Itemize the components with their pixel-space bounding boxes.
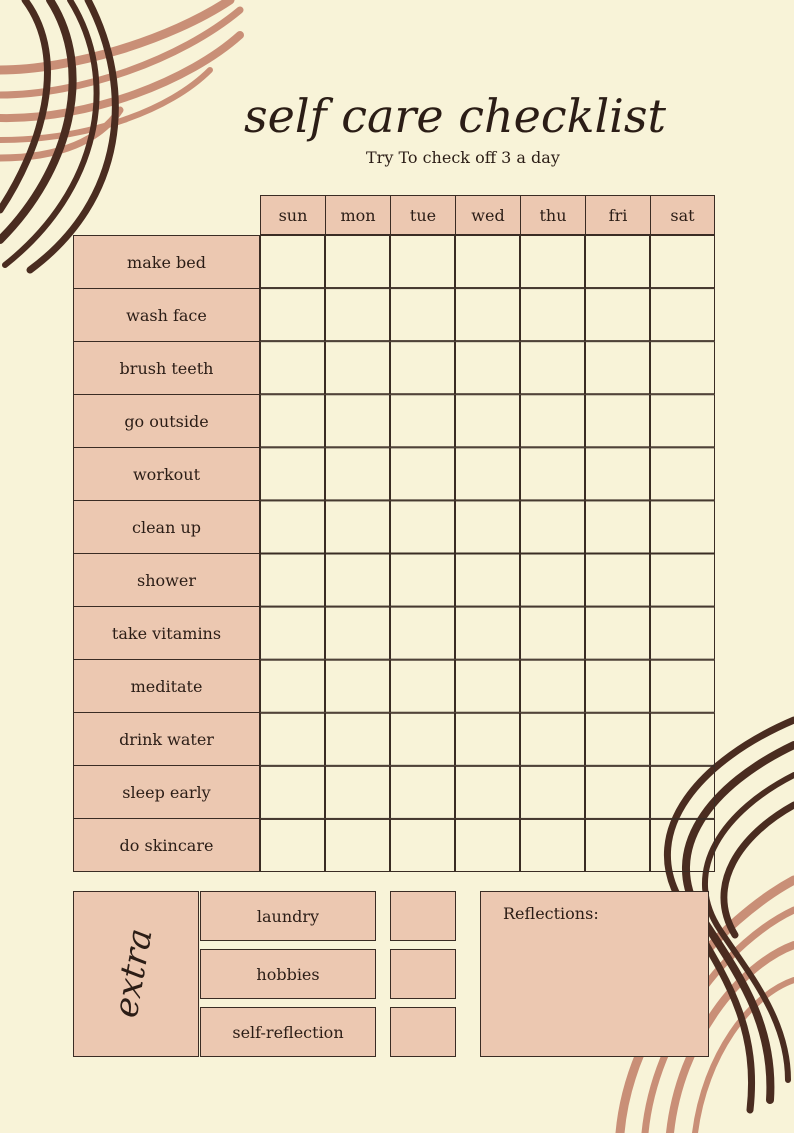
day-header-sun: sun bbox=[260, 195, 326, 235]
checkbox-cell-thu-10[interactable] bbox=[521, 713, 585, 765]
checkbox-cell-wed-2[interactable] bbox=[456, 289, 520, 341]
checkbox-cell-thu-12[interactable] bbox=[521, 819, 585, 871]
checkbox-cell-thu-5[interactable] bbox=[521, 448, 585, 500]
checkbox-cell-sat-11[interactable] bbox=[651, 766, 715, 818]
checkbox-cell-sat-6[interactable] bbox=[651, 501, 715, 553]
day-header-thu: thu bbox=[520, 195, 586, 235]
task-workout: workout bbox=[73, 447, 260, 501]
checkbox-cell-thu-6[interactable] bbox=[521, 501, 585, 553]
checkbox-cell-mon-2[interactable] bbox=[326, 289, 390, 341]
checkbox-cell-wed-7[interactable] bbox=[456, 554, 520, 606]
checkbox-cell-fri-2[interactable] bbox=[586, 289, 650, 341]
checkbox-cell-fri-1[interactable] bbox=[586, 236, 650, 288]
task-clean-up: clean up bbox=[73, 500, 260, 554]
checkbox-cell-wed-12[interactable] bbox=[456, 819, 520, 871]
checkbox-cell-sun-2[interactable] bbox=[261, 289, 325, 341]
checkbox-cell-sun-3[interactable] bbox=[261, 342, 325, 394]
reflections-box[interactable] bbox=[480, 891, 709, 1057]
checkbox-cell-sat-1[interactable] bbox=[651, 236, 715, 288]
checkbox-cell-sun-5[interactable] bbox=[261, 448, 325, 500]
checkbox-cell-fri-4[interactable] bbox=[586, 395, 650, 447]
checkbox-cell-fri-3[interactable] bbox=[586, 342, 650, 394]
checkbox-cell-thu-3[interactable] bbox=[521, 342, 585, 394]
checkbox-cell-sat-5[interactable] bbox=[651, 448, 715, 500]
checklist-grid[interactable] bbox=[260, 235, 715, 872]
checkbox-cell-mon-12[interactable] bbox=[326, 819, 390, 871]
reflections-label: Reflections: bbox=[503, 904, 599, 923]
checkbox-cell-sat-4[interactable] bbox=[651, 395, 715, 447]
checkbox-cell-thu-2[interactable] bbox=[521, 289, 585, 341]
checkbox-cell-sun-12[interactable] bbox=[261, 819, 325, 871]
checkbox-cell-tue-3[interactable] bbox=[391, 342, 455, 394]
checkbox-cell-wed-4[interactable] bbox=[456, 395, 520, 447]
checkbox-cell-tue-4[interactable] bbox=[391, 395, 455, 447]
task-take-vitamins: take vitamins bbox=[73, 606, 260, 660]
checkbox-cell-tue-8[interactable] bbox=[391, 607, 455, 659]
checkbox-cell-mon-10[interactable] bbox=[326, 713, 390, 765]
day-header-sat: sat bbox=[650, 195, 715, 235]
checkbox-cell-sun-10[interactable] bbox=[261, 713, 325, 765]
checkbox-cell-wed-6[interactable] bbox=[456, 501, 520, 553]
checkbox-cell-sun-7[interactable] bbox=[261, 554, 325, 606]
checkbox-cell-sat-10[interactable] bbox=[651, 713, 715, 765]
extra-item-self-reflection: self-reflection bbox=[200, 1007, 376, 1057]
extra-item-hobbies: hobbies bbox=[200, 949, 376, 999]
checkbox-cell-mon-11[interactable] bbox=[326, 766, 390, 818]
checkbox-cell-tue-5[interactable] bbox=[391, 448, 455, 500]
page-title-text: self care checklist bbox=[244, 89, 666, 143]
extra-label bbox=[82, 925, 192, 1025]
checkbox-cell-thu-8[interactable] bbox=[521, 607, 585, 659]
checkbox-cell-wed-11[interactable] bbox=[456, 766, 520, 818]
checkbox-cell-mon-4[interactable] bbox=[326, 395, 390, 447]
day-header-tue: tue bbox=[390, 195, 456, 235]
day-header-fri: fri bbox=[585, 195, 651, 235]
checkbox-cell-sat-3[interactable] bbox=[651, 342, 715, 394]
checkbox-cell-sat-2[interactable] bbox=[651, 289, 715, 341]
checkbox-cell-mon-5[interactable] bbox=[326, 448, 390, 500]
checkbox-cell-thu-4[interactable] bbox=[521, 395, 585, 447]
checkbox-cell-sun-8[interactable] bbox=[261, 607, 325, 659]
checkbox-cell-fri-9[interactable] bbox=[586, 660, 650, 712]
task-brush-teeth: brush teeth bbox=[73, 341, 260, 395]
checkbox-cell-fri-5[interactable] bbox=[586, 448, 650, 500]
extra-label-text: extra bbox=[105, 925, 161, 1021]
checkbox-cell-tue-2[interactable] bbox=[391, 289, 455, 341]
day-header-mon: mon bbox=[325, 195, 391, 235]
task-sleep-early: sleep early bbox=[73, 765, 260, 819]
checkbox-cell-wed-1[interactable] bbox=[456, 236, 520, 288]
checkbox-cell-wed-8[interactable] bbox=[456, 607, 520, 659]
checkbox-cell-sun-11[interactable] bbox=[261, 766, 325, 818]
task-make-bed: make bed bbox=[73, 235, 260, 289]
task-go-outside: go outside bbox=[73, 394, 260, 448]
checkbox-cell-mon-6[interactable] bbox=[326, 501, 390, 553]
checkbox-cell-fri-7[interactable] bbox=[586, 554, 650, 606]
checkbox-cell-tue-1[interactable] bbox=[391, 236, 455, 288]
checkbox-cell-thu-11[interactable] bbox=[521, 766, 585, 818]
task-meditate: meditate bbox=[73, 659, 260, 713]
checkbox-cell-mon-1[interactable] bbox=[326, 236, 390, 288]
extra-checkbox-laundry[interactable] bbox=[390, 891, 456, 941]
checkbox-cell-fri-11[interactable] bbox=[586, 766, 650, 818]
checkbox-cell-thu-9[interactable] bbox=[521, 660, 585, 712]
checkbox-cell-sat-12[interactable] bbox=[651, 819, 715, 871]
checkbox-cell-tue-11[interactable] bbox=[391, 766, 455, 818]
checkbox-cell-fri-12[interactable] bbox=[586, 819, 650, 871]
extra-checkbox-self-reflection[interactable] bbox=[390, 1007, 456, 1057]
checkbox-cell-sun-6[interactable] bbox=[261, 501, 325, 553]
day-header-wed: wed bbox=[455, 195, 521, 235]
page-subtitle: Try To check off 3 a day bbox=[366, 148, 560, 167]
checkbox-cell-sat-9[interactable] bbox=[651, 660, 715, 712]
task-do-skincare: do skincare bbox=[73, 818, 260, 872]
checkbox-cell-fri-8[interactable] bbox=[586, 607, 650, 659]
checkbox-cell-mon-7[interactable] bbox=[326, 554, 390, 606]
checkbox-cell-tue-9[interactable] bbox=[391, 660, 455, 712]
checkbox-cell-mon-8[interactable] bbox=[326, 607, 390, 659]
checkbox-cell-tue-6[interactable] bbox=[391, 501, 455, 553]
checkbox-cell-tue-10[interactable] bbox=[391, 713, 455, 765]
extra-checkbox-hobbies[interactable] bbox=[390, 949, 456, 999]
task-drink-water: drink water bbox=[73, 712, 260, 766]
checkbox-cell-wed-3[interactable] bbox=[456, 342, 520, 394]
checkbox-cell-sun-1[interactable] bbox=[261, 236, 325, 288]
checkbox-cell-mon-3[interactable] bbox=[326, 342, 390, 394]
checkbox-cell-fri-6[interactable] bbox=[586, 501, 650, 553]
checkbox-cell-tue-7[interactable] bbox=[391, 554, 455, 606]
checkbox-cell-thu-1[interactable] bbox=[521, 236, 585, 288]
checkbox-cell-mon-9[interactable] bbox=[326, 660, 390, 712]
checkbox-cell-wed-10[interactable] bbox=[456, 713, 520, 765]
task-wash-face: wash face bbox=[73, 288, 260, 342]
checkbox-cell-sat-8[interactable] bbox=[651, 607, 715, 659]
checkbox-cell-wed-9[interactable] bbox=[456, 660, 520, 712]
checkbox-cell-fri-10[interactable] bbox=[586, 713, 650, 765]
checkbox-cell-thu-7[interactable] bbox=[521, 554, 585, 606]
checkbox-cell-sat-7[interactable] bbox=[651, 554, 715, 606]
extra-item-laundry: laundry bbox=[200, 891, 376, 941]
checkbox-cell-sun-9[interactable] bbox=[261, 660, 325, 712]
checkbox-cell-tue-12[interactable] bbox=[391, 819, 455, 871]
checkbox-cell-wed-5[interactable] bbox=[456, 448, 520, 500]
checkbox-cell-sun-4[interactable] bbox=[261, 395, 325, 447]
task-shower: shower bbox=[73, 553, 260, 607]
